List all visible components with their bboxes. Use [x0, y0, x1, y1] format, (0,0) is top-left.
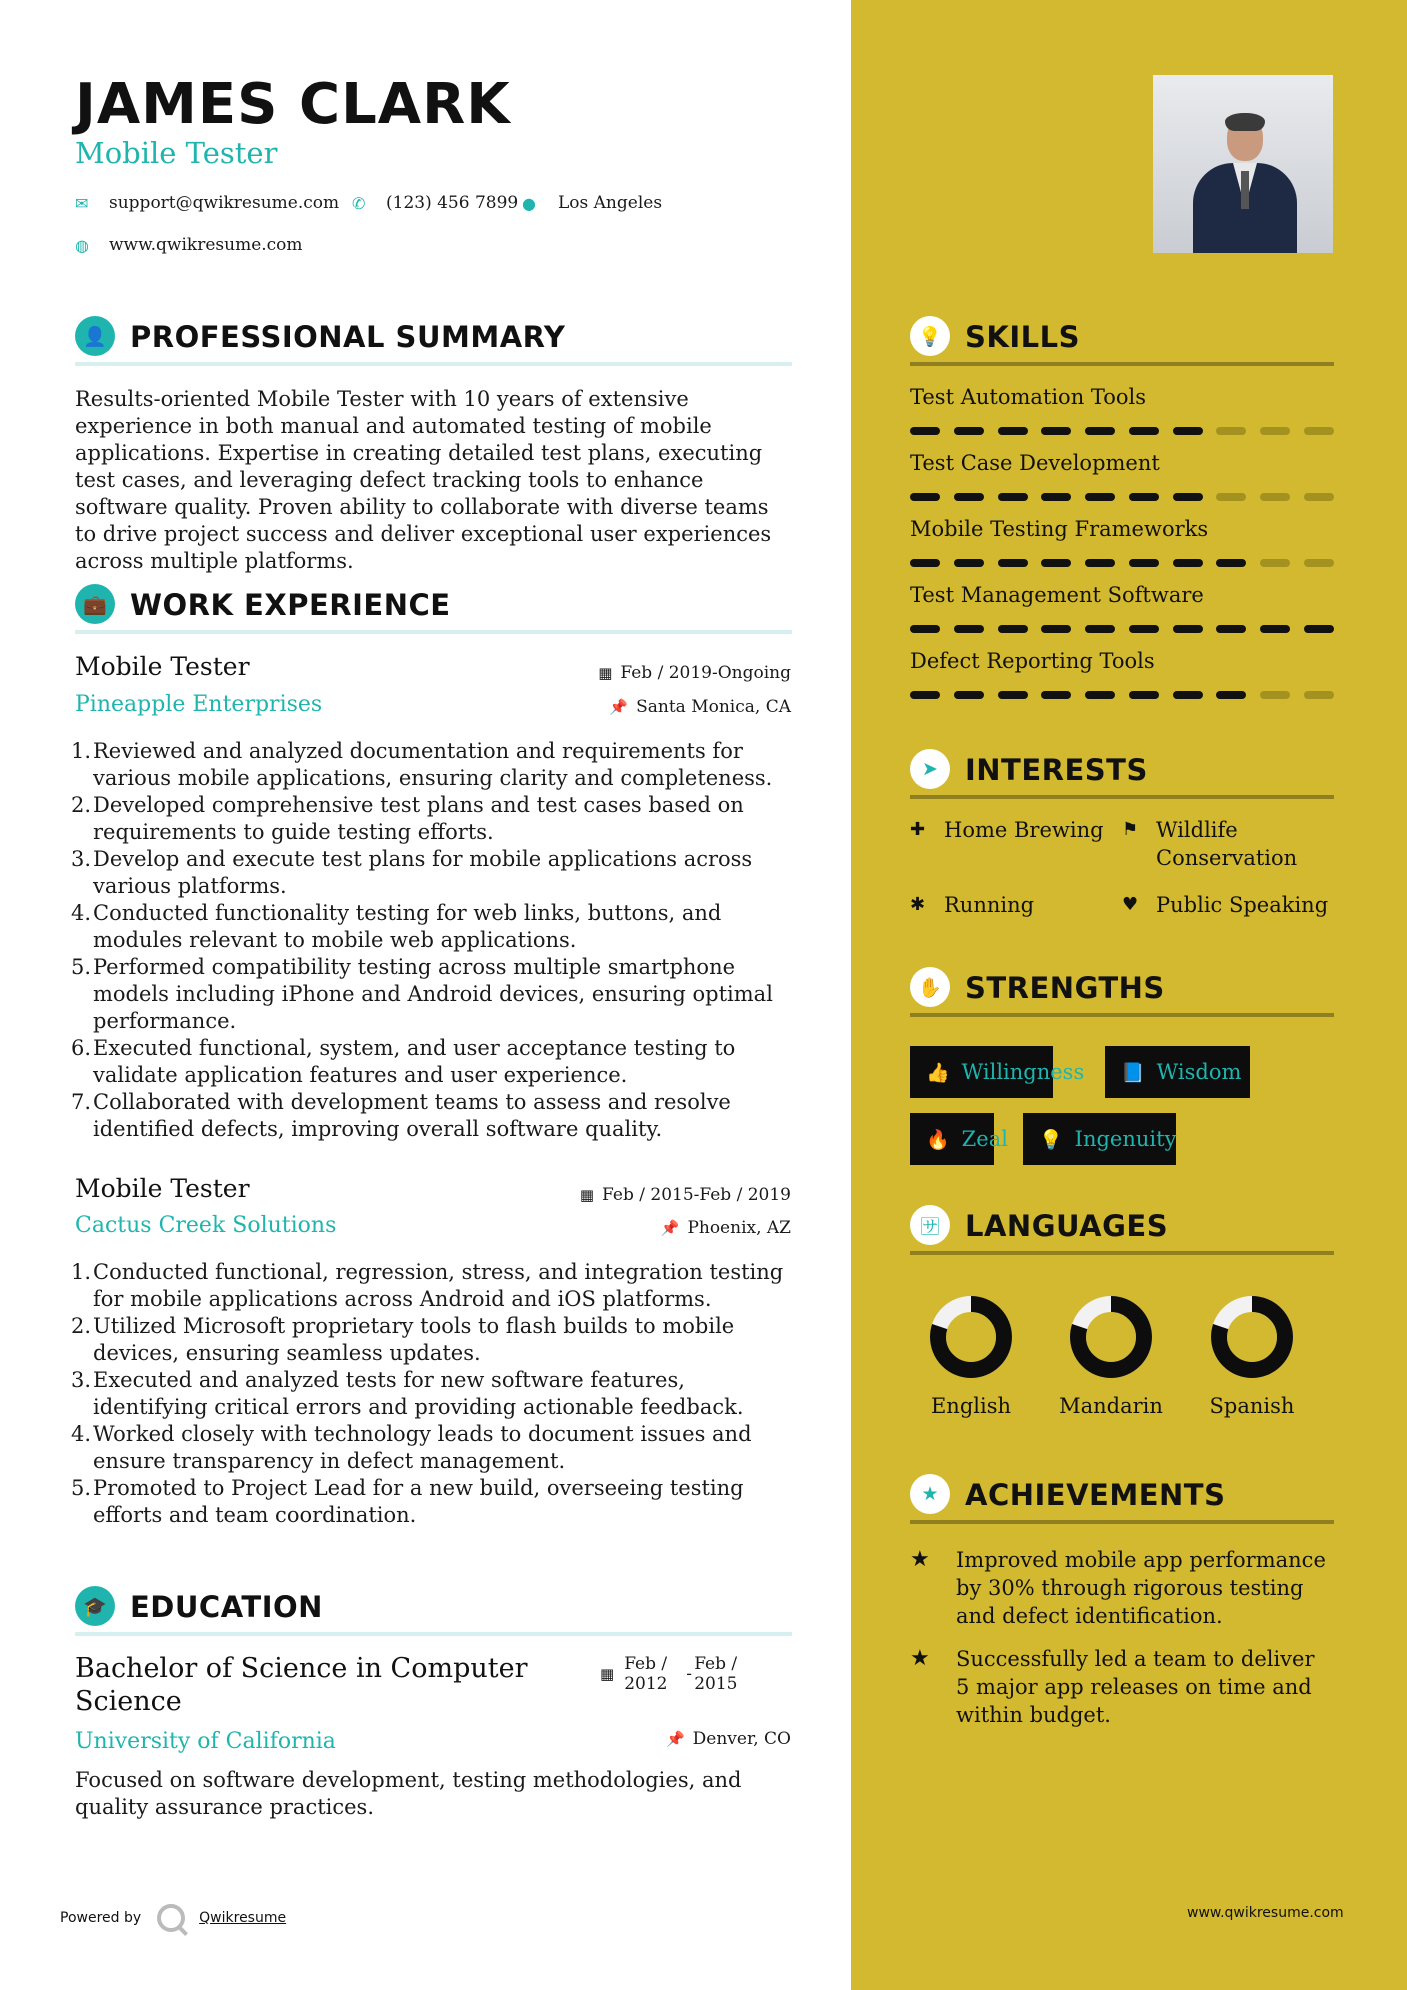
skill-level-bar [910, 691, 1334, 699]
skill-segment [1173, 427, 1203, 435]
skill-segment [1041, 625, 1071, 633]
skill-level-bar [910, 493, 1334, 501]
language-item [911, 1294, 1031, 1418]
job-title: Mobile Tester [75, 652, 250, 681]
skill-level-bar [910, 559, 1334, 567]
paw-icon: ✱ [910, 894, 926, 915]
calendar-icon: ▦ [600, 1665, 615, 1683]
list-item: 5. Promoted to Project Lead for a new build, overseeing testing efforts and team coordination. [71, 1476, 744, 1527]
job-dates: ▦ Feb / 2015-Feb / 2019 [579, 1185, 791, 1205]
photo-tie [1241, 171, 1249, 209]
language-name: Spanish [1209, 1394, 1295, 1418]
strength-badge: 🔥 Zeal [910, 1113, 994, 1165]
candidate-title: Mobile Tester [75, 136, 278, 170]
skill-name: Test Case Development [910, 451, 1160, 475]
contact-website[interactable] [75, 235, 303, 255]
skill-name: Mobile Testing Frameworks [910, 517, 1209, 541]
summary-section-header [75, 316, 792, 366]
edu-end-month: Feb / [694, 1654, 738, 1674]
globe-icon: ◍ [75, 235, 89, 255]
job-dates: ▦ Feb / 2019-Ongoing [598, 663, 791, 683]
briefcase-icon: 💼 [75, 584, 115, 624]
skill-segment [1304, 493, 1334, 501]
education-section-header [75, 1586, 792, 1636]
education-degree: Bachelor of Science in Computer Science [75, 1653, 528, 1717]
skill-segment [1216, 691, 1246, 699]
skill-segment [1216, 427, 1246, 435]
list-item: 3. Executed and analyzed tests for new software features, identifying critical errors and providing actionable feedback. [71, 1368, 744, 1419]
brand-link[interactable]: Qwikresume [199, 1910, 287, 1926]
skill-segment [910, 493, 940, 501]
skill-segment [1041, 559, 1071, 567]
website-text: www.qwikresume.com [109, 235, 303, 255]
interest-item: ♥ Public Speaking [1122, 893, 1329, 917]
skill-segment [1041, 691, 1071, 699]
user-icon: 👤 [75, 316, 115, 356]
summary-heading: PROFESSIONAL SUMMARY [130, 320, 566, 354]
job-location: 📌 Santa Monica, CA [609, 697, 791, 717]
strength-badge: 💡 Ingenuity [1023, 1113, 1176, 1165]
skill-segment [910, 559, 940, 567]
skill-segment [954, 691, 984, 699]
job-bullets [71, 738, 793, 1143]
pin-icon: 📌 [660, 1219, 680, 1237]
skill-segment [1129, 691, 1159, 699]
skill-segment [1085, 493, 1115, 501]
list-item: 5. Performed compatibility testing across multiple smartphone models including iPhone and Android devices, ensuring optimal performance. [71, 955, 773, 1033]
experience-section-header [75, 584, 792, 634]
edu-end-year: 2015 [694, 1674, 738, 1694]
list-item: 2. Developed comprehensive test plans and test cases based on requirements to guide testing efforts. [71, 793, 744, 844]
edu-start-month: Feb / [624, 1654, 668, 1674]
education-location: 📌 Denver, CO [665, 1729, 791, 1749]
skill-level-bar [910, 625, 1334, 633]
job-location: 📌 Phoenix, AZ [660, 1218, 791, 1238]
profile-photo [1153, 75, 1333, 253]
skill-segment [1085, 559, 1115, 567]
skill-segment [1260, 493, 1290, 501]
contact-phone[interactable] [352, 193, 518, 213]
skill-segment [1173, 493, 1203, 501]
list-item: 6. Executed functional, system, and user acceptance testing to validate application features and user experience. [71, 1036, 736, 1087]
achievements-section-header [910, 1474, 1334, 1524]
achievement-item: ★ Successfully led a team to deliver 5 major app releases on time and within budget. [910, 1646, 1315, 1727]
graduation-icon: 🎓 [75, 1586, 115, 1626]
skill-segment [1304, 625, 1334, 633]
edu-start-year: 2012 [624, 1674, 668, 1694]
pin-icon: 📌 [609, 698, 629, 716]
language-item [1051, 1294, 1171, 1418]
star-icon: ★ [910, 1646, 930, 1671]
languages-section-header [910, 1205, 1334, 1255]
candidate-name: JAMES CLARK [75, 72, 511, 137]
footer-site-link[interactable]: www.qwikresume.com [1187, 1905, 1344, 1921]
lightbulb-icon: 💡 [910, 316, 950, 356]
skill-segment [1260, 427, 1290, 435]
skill-segment [1129, 493, 1159, 501]
skill-segment [954, 427, 984, 435]
phone-text: (123) 456 7899 [386, 193, 519, 213]
lightbulb-icon: 💡 [1039, 1128, 1063, 1151]
skill-segment [1041, 493, 1071, 501]
puzzle-icon: ✚ [910, 819, 926, 840]
skill-segment [998, 691, 1028, 699]
powered-by-text: Powered by [60, 1910, 142, 1926]
book-icon: 📘 [1121, 1061, 1145, 1084]
skill-segment [1173, 691, 1203, 699]
list-item: 4. Conducted functionality testing for web links, buttons, and modules relevant to mobile web applications. [71, 901, 722, 952]
photo-hair [1225, 113, 1265, 131]
pin-icon: 📌 [665, 1730, 685, 1748]
language-name: Mandarin [1059, 1394, 1163, 1418]
language-proficiency-ring [928, 1294, 1014, 1380]
flag-icon: ⚑ [1122, 819, 1139, 840]
skills-heading: SKILLS [965, 320, 1080, 354]
location-text: Los Angeles [558, 193, 663, 213]
list-item: 7. Collaborated with development teams to assess and resolve identified defects, improving overall software quality. [71, 1090, 731, 1141]
interests-section-header [910, 749, 1334, 799]
education-dates [600, 1654, 756, 1694]
skill-segment [1173, 625, 1203, 633]
skill-segment [1304, 427, 1334, 435]
list-item: 2. Utilized Microsoft proprietary tools to flash builds to mobile devices, ensuring seamless updates. [71, 1314, 735, 1365]
phone-icon: ✆ [352, 193, 366, 213]
skill-segment [998, 493, 1028, 501]
skill-segment [1085, 691, 1115, 699]
paper-plane-icon: ➤ [910, 749, 950, 789]
list-item: 4. Worked closely with technology leads to document issues and ensure transparency in defect management. [71, 1422, 752, 1473]
languages-heading: LANGUAGES [965, 1209, 1169, 1243]
skill-segment [954, 559, 984, 567]
education-school: University of California [75, 1729, 336, 1754]
skill-segment [998, 427, 1028, 435]
skill-segment [954, 625, 984, 633]
achievement-item: ★ Improved mobile app performance by 30% through rigorous testing and defect identification. [910, 1547, 1326, 1628]
experience-heading: WORK EXPERIENCE [130, 588, 451, 622]
job-company: Pineapple Enterprises [75, 692, 323, 717]
interest-item: ✱ Running [910, 893, 1035, 917]
flame-icon: 🔥 [926, 1128, 950, 1151]
achievements-heading: ACHIEVEMENTS [965, 1478, 1226, 1512]
skill-segment [1085, 427, 1115, 435]
skill-name: Defect Reporting Tools [910, 649, 1155, 673]
strength-badge: 📘 Wisdom [1105, 1046, 1250, 1098]
calendar-icon: ▦ [598, 664, 613, 682]
skill-segment [1129, 427, 1159, 435]
skill-segment [1173, 559, 1203, 567]
skill-segment [1304, 691, 1334, 699]
star-icon: ★ [910, 1474, 950, 1514]
job-company: Cactus Creek Solutions [75, 1213, 337, 1238]
language-proficiency-ring [1209, 1294, 1295, 1380]
job-title: Mobile Tester [75, 1174, 250, 1203]
list-item: 1. Conducted functional, regression, stress, and integration testing for mobile applications across Android and iOS platforms. [71, 1260, 784, 1311]
education-description: Focused on software development, testing methodologies, and quality assurance practices. [75, 1768, 742, 1819]
calendar-icon: ▦ [579, 1186, 595, 1204]
hand-icon: ✋ [910, 967, 950, 1007]
skill-segment [1304, 559, 1334, 567]
strengths-heading: STRENGTHS [965, 971, 1165, 1005]
skill-segment [910, 691, 940, 699]
skill-segment [910, 625, 940, 633]
translate-icon: 🈂 [910, 1205, 950, 1245]
skill-segment [998, 559, 1028, 567]
skill-segment [1216, 625, 1246, 633]
skill-name: Test Management Software [910, 583, 1204, 607]
skill-level-bar [910, 427, 1334, 435]
skill-segment [1129, 625, 1159, 633]
interest-item: ⚑ Wildlife Conservation [1122, 818, 1298, 870]
job-bullets [71, 1259, 793, 1529]
thumbs-up-icon: 👍 [926, 1061, 950, 1084]
interests-heading: INTERESTS [965, 753, 1148, 787]
qwikresume-logo-icon [157, 1904, 185, 1932]
list-item: 3. Develop and execute test plans for mobile applications across various platforms. [71, 847, 753, 898]
skill-segment [1041, 427, 1071, 435]
skill-segment [1260, 559, 1290, 567]
skill-segment [1216, 559, 1246, 567]
skill-segment [1260, 691, 1290, 699]
email-text: support@qwikresume.com [109, 193, 340, 213]
contact-email[interactable] [75, 193, 339, 213]
skills-section-header [910, 316, 1334, 366]
education-heading: EDUCATION [130, 1590, 323, 1624]
skill-segment [998, 625, 1028, 633]
contact-location [522, 193, 662, 213]
skill-segment [1129, 559, 1159, 567]
summary-text: Results-oriented Mobile Tester with 10 years of extensive experience in both manual and automated testing of mobile applications. Expertise in creating detailed test plans, executing test cases, and leveraging defect tracking tools to enhance software quality. Proven ability to collaborate with diverse teams to drive project success and deliver exceptional user experiences across multiple platforms. [75, 387, 772, 573]
footer-powered-by[interactable] [60, 1904, 286, 1932]
strengths-section-header [910, 967, 1334, 1017]
interest-item: ✚ Home Brewing [910, 818, 1104, 842]
envelope-icon: ✉ [75, 193, 89, 213]
list-item: 1. Reviewed and analyzed documentation and requirements for various mobile applications, ensuring clarity and completeness. [71, 739, 773, 790]
skill-segment [1216, 493, 1246, 501]
language-item [1192, 1294, 1312, 1418]
language-name: English [930, 1394, 1012, 1418]
skill-name: Test Automation Tools [910, 385, 1147, 409]
star-icon: ★ [910, 1547, 930, 1572]
heartbeat-icon: ♥ [1122, 894, 1139, 915]
skill-segment [1085, 625, 1115, 633]
skill-segment [910, 427, 940, 435]
skill-segment [1260, 625, 1290, 633]
edu-dash: - [686, 1664, 692, 1684]
strength-badge: 👍 Willingness [910, 1046, 1053, 1098]
skill-segment [954, 493, 984, 501]
map-pin-icon: ● [522, 193, 536, 213]
language-proficiency-ring [1068, 1294, 1154, 1380]
